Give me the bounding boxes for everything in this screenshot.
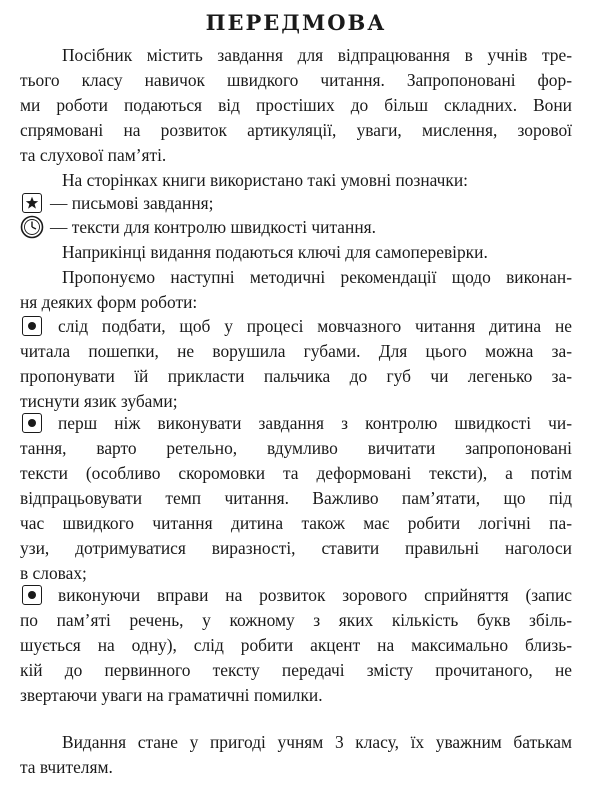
bullet1-line: читала пошепки, не ворушила губами. Для цього можна за- <box>20 341 572 361</box>
symbols-intro: На сторінках книги використано такі умовні позначки: <box>62 170 468 190</box>
bullet3-line: кій до первинного тексту передачі змісту прочитаного, не <box>20 660 572 680</box>
bullet2-line: перш ніж виконувати завдання з контролю швидкості чи- <box>58 413 572 433</box>
bullet2-line: узи, дотримуватися виразності, ставити правильні наголоси <box>20 538 572 558</box>
bullet2-line: тексти (особливо скоромовки та деформовані тексти), а потім <box>20 463 572 483</box>
symbol-star-text: — письмові завдання; <box>50 193 214 213</box>
bullet2-line: час швидкого читання дитина також має робити логічні па- <box>20 513 572 533</box>
intro-line: спрямовані на розвиток артикуляції, уваги, мислення, зорової <box>20 120 572 140</box>
bullet2-line: в словах; <box>20 563 87 583</box>
star-icon <box>22 193 42 213</box>
intro-line: тього класу навичок швидкого читання. Запропоновані фор- <box>20 70 572 90</box>
intro-line: ми роботи подаються від простіших до більш складних. Вони <box>20 95 572 115</box>
clock-icon <box>20 215 44 239</box>
keys-note: Наприкінці видання подаються ключі для самоперевірки. <box>62 242 488 262</box>
closing-line: та вчителям. <box>20 757 113 777</box>
bullet3-line: шується на одну), слід робити акцент на максимально близь- <box>20 635 572 655</box>
bullet1-line: слід подбати, щоб у процесі мовчазного читання дитина не <box>58 316 572 336</box>
bullet3-line: виконуючи вправи на розвиток зорового сприйняття (запис <box>58 585 572 605</box>
bullet-dot-icon <box>22 413 42 433</box>
bullet1-line: тиснути язик зубами; <box>20 391 178 411</box>
bullet-dot-icon <box>22 585 42 605</box>
intro-line: Посібник містить завдання для відпрацювання в учнів тре- <box>62 45 572 65</box>
bullet-dot-icon <box>22 316 42 336</box>
symbol-clock-text: — тексти для контролю швидкості читання. <box>50 217 376 237</box>
bullet3-line: по пам’яті речень, у кожному з яких кількість букв збіль- <box>20 610 572 630</box>
recommend-line: ня деяких форм роботи: <box>20 292 198 312</box>
bullet1-line: пропонувати їй прикласти пальчика до губ чи легенько за- <box>20 366 572 386</box>
page-title: ПЕРЕДМОВА <box>205 10 387 35</box>
bullet2-line: тання, варто ретельно, вдумливо вичитати запропоновані <box>20 438 572 458</box>
intro-line: та слухової пам’яті. <box>20 145 167 165</box>
closing-line: Видання стане у пригоді учням 3 класу, їх уважним батькам <box>62 732 572 752</box>
bullet2-line: відпрацьовувати темп читання. Важливо пам’ятати, що під <box>20 488 572 508</box>
bullet3-line: звертаючи уваги на граматичні помилки. <box>20 685 323 705</box>
recommend-line: Пропонуємо наступні методичні рекомендації щодо виконан- <box>62 267 572 287</box>
